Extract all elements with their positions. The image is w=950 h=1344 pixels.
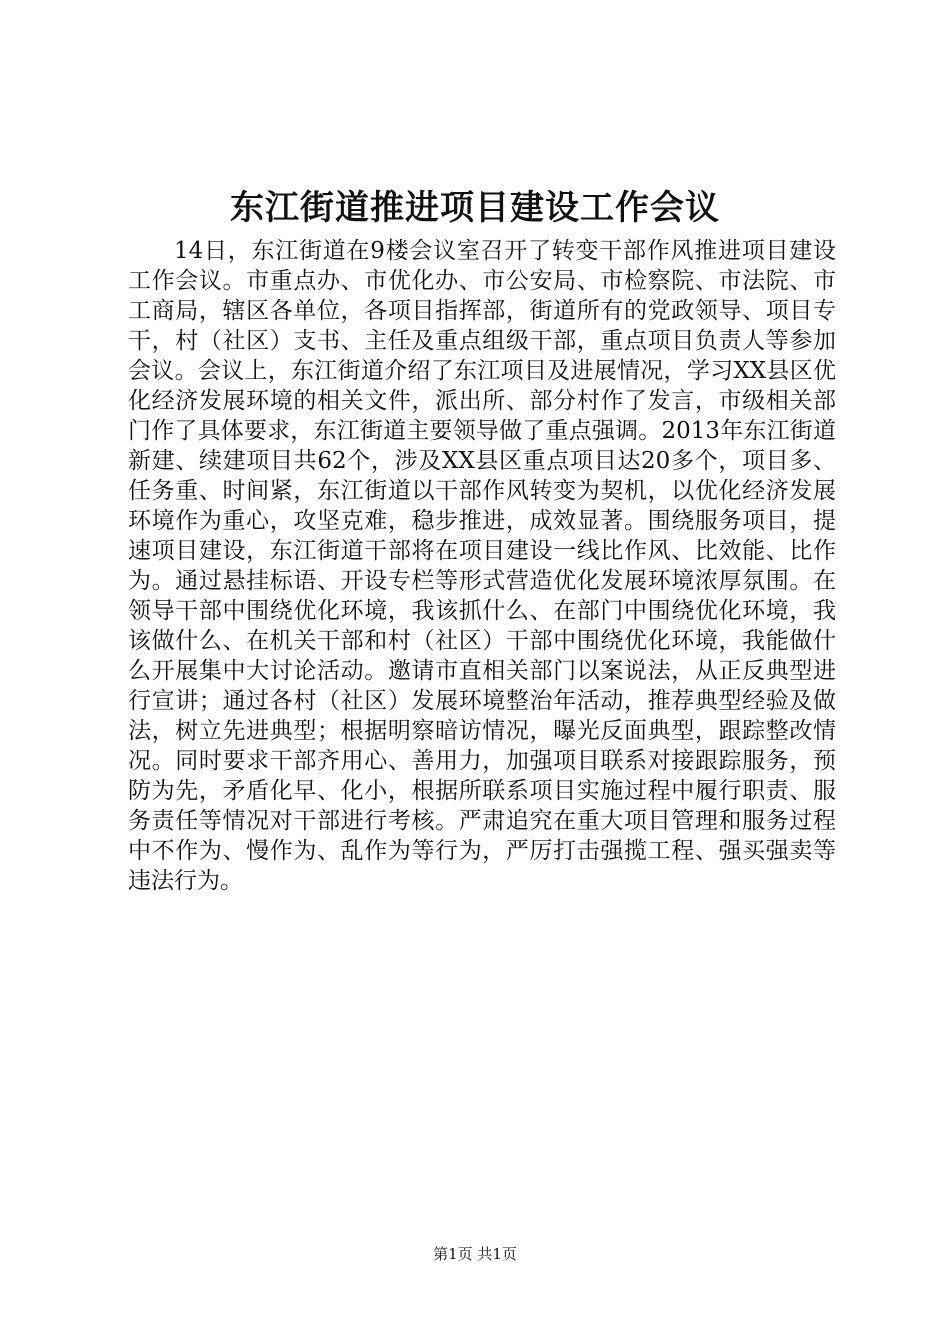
document-body-paragraph: 14日，东江街道在9楼会议室召开了转变干部作风推进项目建设工作会议。市重点办、市优化办、市公安局、市检察院、市法院、市工商局，辖区各单位，各项目指挥部，街道所有的党政领导、项目专干，村（社区）支书、主任及重点组级干部，重点项目负责人等参加会议。会议上，东江街道介绍了东江项目及进展情况，学习XX县区优化经济发展环境的相关文件，派出所、部分村作了发言，市级相关部门作了具体要求，东江街道主要领导做了重点强调。2013年东江街道新建、续建项目共62个，涉及XX县区重点项目达20多个，项目多、任务重、时间紧，东江街道以干部作风转变为契机，以优化经济发展环境作为重心，攻坚克难，稳步推进，成效显著。围绕服务项目，提速项目建设，东江街道干部将在项目建设一线比作风、比效能、比作为。通过悬挂标语、开设专栏等形式营造优化发展环境浓厚氛围。在领导干部中围绕优化环境，我该抓什么、在部门中围绕优化环境，我该做什么、在机关干部和村（社区）干部中围绕优化环境，我能做什么开展集中大讨论活动。邀请市直相关部门以案说法，从正反典型进行宣讲；通过各村（社区）发展环境整治年活动，推荐典型经验及做法，树立先进典型；根据明察暗访情况，曝光反面典型，跟踪整改情况。同时要求干部齐用心、善用力，加强项目联系对接跟踪服务，预防为先，矛盾化早、化小，根据所联系项目实施过程中履行职责、服务责任等情况对干部进行考核。严肃追究在重大项目管理和服务过程中不作为、慢作为、乱作为等行为，严厉打击强揽工程、强买强卖等违法行为。 [128, 238, 836, 894]
document-title: 东江街道推进项目建设工作会议 [230, 188, 720, 228]
page-number-footer: 第1页 共1页 [433, 1245, 517, 1263]
